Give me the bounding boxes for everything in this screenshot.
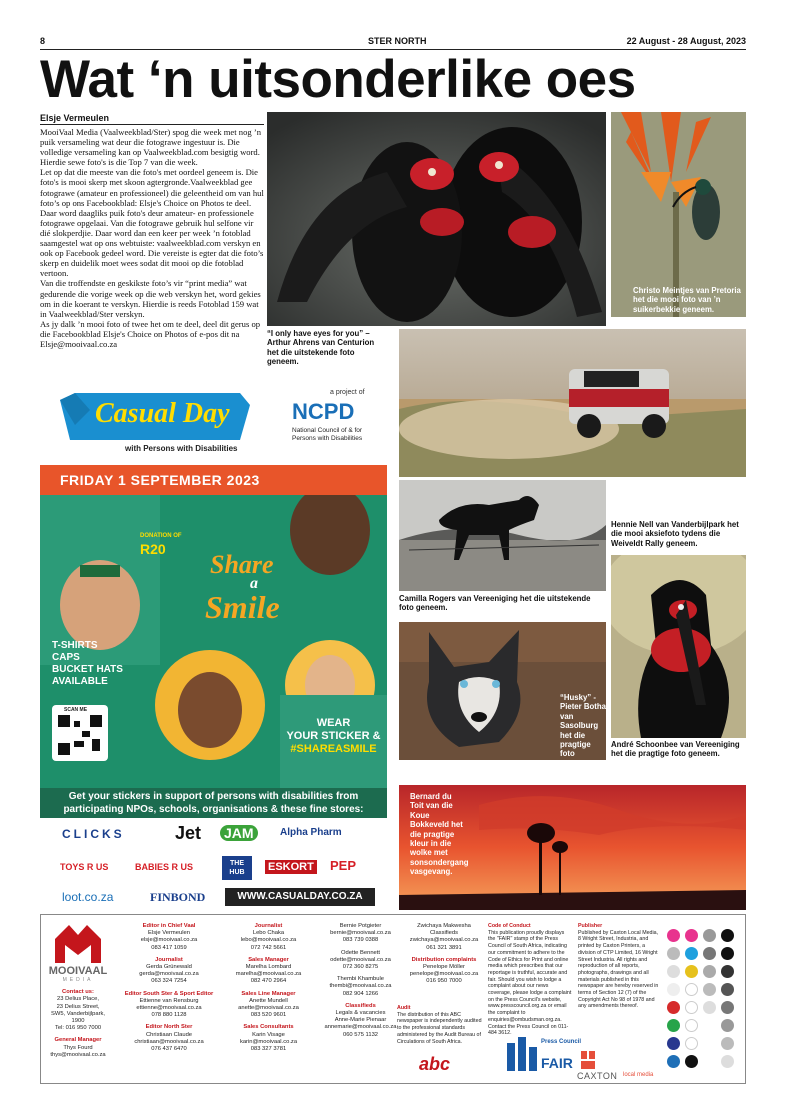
toysrus-logo: TOYS R US bbox=[60, 862, 109, 872]
staff-role: Sales Line Manager bbox=[241, 990, 296, 997]
share-text-2: a bbox=[250, 575, 258, 592]
publisher-role: Publisher bbox=[578, 923, 603, 929]
masthead-footer bbox=[40, 914, 746, 1084]
registration-dot bbox=[667, 1019, 680, 1032]
store-logos bbox=[40, 818, 387, 915]
staff-name: Gerda Grünewald bbox=[146, 964, 192, 971]
hornbill2-caption: André Schoonbee van Vereeniging het die pragtige foto geneem. bbox=[611, 740, 740, 759]
loot-logo: loot.co.za bbox=[62, 890, 114, 904]
staff-role: Journalist bbox=[155, 956, 183, 963]
registration-dot bbox=[667, 1037, 680, 1050]
staff-name: Zwichaya Makwesha bbox=[417, 923, 471, 929]
code-text: This publication proudly displays the "FAIR" stamp of the Press Council of South Africa, indicating our commitment to adhere to the Code of Ethics for Print and online media which prescribes that our reportage is truthful, accurate and fair. Should you wish to lodge a complaint about our news coverage, please lodge a complaint on the Press Council's website, www.presscouncil.org.za or email the complaint to enquiries@ombudsman.org.za. Contact the Press Council on 011-484 3612. bbox=[488, 929, 572, 1037]
staff-email[interactable]: ettienne@mooivaal.co.za bbox=[136, 1005, 202, 1012]
article-paragraph: Van die troffendste en geskikste foto’s vir “print media” wat gedurende die vorige week op die web verskyn het, word gekies om in die koerant te verskyn. Hierdie is reeds Fotoblad 159 wat in Vaalweekblad/Ster verskyn. bbox=[40, 278, 261, 319]
horse-caption: Camilla Rogers van Vereeniging het die uitstekende foto geneem. bbox=[399, 594, 591, 613]
donation-amount: R20 bbox=[140, 541, 166, 557]
registration-dot bbox=[685, 1019, 698, 1032]
page-number: 8 bbox=[40, 36, 46, 46]
pep-logo: PEP bbox=[330, 858, 357, 873]
staff-name: Bernie Potgieter bbox=[339, 923, 382, 929]
registration-dot bbox=[721, 947, 734, 960]
staff-dept: Classifieds bbox=[429, 930, 459, 937]
code-role: Code of Conduct bbox=[488, 923, 531, 929]
address-line: 1900 bbox=[71, 1018, 85, 1025]
merch-item: T-SHIRTS bbox=[52, 640, 98, 651]
hornbills-photo bbox=[267, 112, 606, 326]
donation-label: DONATION OF bbox=[140, 533, 182, 539]
registration-dot bbox=[721, 1037, 734, 1050]
registration-dot bbox=[685, 1001, 698, 1014]
jam-logo: JAM bbox=[220, 825, 258, 841]
staff-name: Ettienne van Rensburg bbox=[139, 997, 199, 1004]
audit-role: Audit bbox=[397, 1005, 411, 1011]
horse-photo bbox=[399, 480, 606, 591]
page-header bbox=[40, 36, 746, 48]
address-line: SW5, Vanderbijlpark, bbox=[50, 1010, 106, 1017]
qr-code[interactable] bbox=[52, 705, 108, 761]
wear-line: WEAR bbox=[316, 717, 351, 729]
registration-dot bbox=[703, 1001, 716, 1014]
article-paragraph: Let op dat die meeste van die foto's met oordeel geneem is. Die foto's is mooi skerp met skoon agtergronde.Vaalweekblad gee fotograwe (amateur en professioneel) die geleentheid om van hul foto’s op ons Facebookblad: Elsje's Choice on Photos te deel. Daar word daagliks puik foto's deur amateur- en professionele fotograwe opgelaai. Van die fotograwe gebruik hul selfone vir dié slokperdjie. Daar word dan een keer per week ’n fotoblad saamgestel wat op ons webtuiste: vaalweekblad.com verskyn en ook op Facebook gedeel word. Die vereiste is egter dat die foto’s skerp en duidelik moet wees sodat dit mooi op die fotoblad vertoon. bbox=[40, 167, 264, 279]
scan-label: SCAN ME bbox=[64, 707, 88, 713]
registration-dot bbox=[721, 929, 734, 942]
byline: Elsje Vermeulen bbox=[40, 113, 264, 125]
color-registration-dots bbox=[667, 929, 743, 1079]
casual-day-ad bbox=[40, 385, 387, 915]
registration-dot bbox=[721, 1055, 734, 1068]
eskort-logo: ESKORT bbox=[265, 860, 317, 874]
casual-day-brand: Casual Day bbox=[95, 398, 230, 429]
staff-name: Karin Visage bbox=[252, 1031, 285, 1038]
staff-tel: 060 575 1132 bbox=[342, 1031, 379, 1038]
staff-tel: 083 417 1059 bbox=[151, 944, 187, 951]
staff-email[interactable]: karin@mooivaal.co.za bbox=[239, 1038, 298, 1045]
abc-logo: abc bbox=[419, 1054, 451, 1074]
issue-date: 22 August - 28 August, 2023 bbox=[626, 36, 746, 46]
registration-dot bbox=[703, 947, 716, 960]
clicks-logo: CLICKS bbox=[62, 827, 125, 841]
staff-tel: 083 520 9601 bbox=[250, 1012, 287, 1019]
staff-name: Legals & vacancies bbox=[335, 1010, 386, 1017]
press-council-label: Press Council bbox=[541, 1039, 582, 1045]
staff-tel: 016 950 7000 bbox=[426, 978, 462, 985]
registration-dot bbox=[667, 947, 680, 960]
hornbills-caption: “I only have eyes for you” – Arthur Ahrens van Centurion het die uitstekende foto geneem. bbox=[267, 329, 375, 367]
gm-role: General Manager bbox=[54, 1037, 102, 1044]
share-text-1: Share bbox=[210, 550, 274, 579]
staff-role: Editor in Chief Vaal bbox=[142, 923, 196, 929]
footer-col-sales bbox=[221, 923, 316, 1053]
the-hub-logo: THE HUB bbox=[222, 856, 252, 880]
staff-email[interactable]: marelha@mooivaal.co.za bbox=[235, 971, 302, 978]
finbond-logo: FINBOND bbox=[150, 890, 206, 904]
registration-dot bbox=[685, 1037, 698, 1050]
contact-tel: Tel: 016 950 7000 bbox=[54, 1025, 102, 1032]
staff-email[interactable]: bernie@mooivaal.co.za bbox=[330, 930, 391, 937]
staff-email[interactable]: thembi@mooivaal.co.za bbox=[329, 983, 392, 990]
staff-role: Editor South Ster & Sport Editor bbox=[124, 990, 214, 997]
merch-list bbox=[52, 640, 123, 688]
alpha-pharm-logo: Alpha Pharm bbox=[280, 827, 342, 838]
ad-main-panel bbox=[40, 465, 387, 788]
ad-header bbox=[40, 385, 387, 465]
merch-item: CAPS bbox=[52, 652, 80, 663]
staff-tel: 063 324 7254 bbox=[151, 978, 187, 985]
staff-name: Anette Mundell bbox=[249, 997, 288, 1004]
staff-name: Lebo Chaka bbox=[252, 930, 285, 937]
staff-tel: 082 904 1266 bbox=[342, 990, 379, 997]
staff-role: Distribution complaints bbox=[411, 956, 477, 963]
ad-support-text: Get your stickers in support of persons with disabilities from participating NPOs, schools, organisations & these fine stores: bbox=[40, 788, 387, 818]
registration-dot bbox=[667, 1001, 680, 1014]
registration-dot bbox=[721, 965, 734, 978]
staff-name: Elsje Vermeulen bbox=[148, 930, 190, 937]
staff-email[interactable]: odette@mooivaal.co.za bbox=[330, 956, 391, 963]
article-body bbox=[40, 127, 264, 349]
registration-dot bbox=[685, 929, 698, 942]
caxton-sub: local media bbox=[623, 1072, 654, 1078]
hornbill2-photo bbox=[611, 555, 746, 738]
mooivaal-logo-icon bbox=[55, 925, 101, 963]
staff-tel: 083 327 3781 bbox=[250, 1046, 287, 1053]
mooivaal-brand-sub: MEDIA bbox=[62, 977, 94, 983]
babiesrus-logo: BABIES R US bbox=[135, 862, 194, 872]
wear-line: YOUR STICKER & bbox=[286, 730, 381, 742]
staff-email[interactable]: anette@mooivaal.co.za bbox=[238, 1005, 299, 1012]
merch-item: BUCKET HATS bbox=[52, 664, 123, 675]
staff-email[interactable]: lebo@mooivaal.co.za bbox=[240, 937, 297, 944]
staff-email[interactable]: gerda@mooivaal.co.za bbox=[139, 971, 199, 978]
share-text-3: Smile bbox=[205, 589, 280, 625]
staff-name: Odette Bennett bbox=[341, 949, 380, 956]
footer-col-editors bbox=[119, 923, 219, 1053]
page-headline: Wat ‘n uitsonderlike oes bbox=[40, 50, 636, 109]
registration-dot bbox=[703, 965, 716, 978]
staff-role: Journalist bbox=[254, 923, 283, 929]
wear-hashtag: #SHAREASMILE bbox=[290, 743, 377, 755]
staff-role: Editor North Ster bbox=[145, 1024, 193, 1031]
staff-email[interactable]: zwichaya@mooivaal.co.za bbox=[409, 937, 479, 944]
project-of-label: a project of bbox=[330, 389, 365, 396]
registration-dot bbox=[667, 983, 680, 996]
staff-role: Sales Manager bbox=[248, 956, 289, 963]
staff-tel: 078 880 1128 bbox=[151, 1012, 187, 1019]
website-banner[interactable]: WWW.CASUALDAY.CO.ZA bbox=[225, 888, 375, 906]
footer-code-of-conduct bbox=[488, 923, 573, 1037]
staff-tel: 072 360 8275 bbox=[342, 964, 379, 971]
registration-dot bbox=[685, 965, 698, 978]
article-paragraph: As jy dalk ’n mooi foto of twee het om te deel, deel dit gerus op die Facebookblad Elsje's Choice on Photos of e-pos dit na Elsje@mooivaal.co.za bbox=[40, 318, 261, 349]
registration-dot bbox=[721, 1019, 734, 1032]
press-council-icon bbox=[507, 1037, 537, 1071]
footer-audit bbox=[397, 1005, 485, 1045]
publisher-text: Published by Caxton Local Media, 8 Wright Street, Industria, and printed by Caxton Printers, a division of CTP Limited, 16 Wright Street Industria. All rights and reproduction of all reports, photographs, drawings and all materials published in this newspaper are hereby reserved in terms of Section 12 (7) of the Copyright Act No 98 of 1978 and any amendments thereof. bbox=[578, 929, 659, 1010]
husky-caption: “Husky” - Pieter Botha van Sasolburg het die pragtige foto geneem. bbox=[560, 693, 606, 768]
publication-name: STER NORTH bbox=[368, 36, 427, 46]
contact-label: Contact us: bbox=[62, 989, 94, 996]
registration-dot bbox=[667, 929, 680, 942]
staff-name: Marelha Lombard bbox=[245, 964, 292, 971]
staff-email[interactable]: christiaan@mooivaal.co.za bbox=[134, 1038, 204, 1045]
mooivaal-brand: MOOIVAAL bbox=[48, 965, 108, 977]
article-paragraph: MooiVaal Media (Vaalweekblad/Ster) spog die week met nog ’n puik versameling wat deur die fotograwe ingestuur is. Die volledige versameling kan op Vaalweekblad.com besigtig word. Hierdie sewe foto's is die Top 7 van die week. bbox=[40, 127, 261, 168]
ncpd-logo: NCPD bbox=[292, 399, 355, 424]
sunset-caption: Bernard du Toit van die Koue Bokkeveld het die pragtige kleur in die wolke met sonsondergang vasgevang. bbox=[410, 792, 469, 877]
fair-logo: FAIR bbox=[541, 1055, 573, 1071]
caxton-logo: CAXTON bbox=[577, 1071, 618, 1081]
gm-name: Thys Fourd bbox=[63, 1044, 93, 1051]
wear-text bbox=[280, 717, 387, 756]
registration-dot bbox=[721, 1001, 734, 1014]
ncpd-sub: National Council of & for Persons with Disabilities bbox=[292, 427, 363, 442]
rally-photo bbox=[399, 329, 746, 477]
registration-dot bbox=[667, 1055, 680, 1068]
staff-name: Christiaan Claude bbox=[145, 1031, 193, 1038]
jet-logo: Jet bbox=[175, 823, 202, 843]
staff-role: Classifieds bbox=[345, 1002, 376, 1009]
registration-dot bbox=[667, 965, 680, 978]
registration-dot bbox=[703, 983, 716, 996]
staff-email[interactable]: penelope@mooivaal.co.za bbox=[409, 971, 479, 978]
footer-col-classifieds bbox=[399, 923, 489, 986]
staff-role: Sales Consultants bbox=[243, 1024, 294, 1031]
staff-name: Anne-Marie Pienaar bbox=[334, 1017, 387, 1024]
footer-col-sales2 bbox=[313, 923, 408, 1039]
caxton-icon bbox=[581, 1051, 595, 1069]
staff-tel: 072 742 5661 bbox=[250, 944, 287, 951]
rally-caption: Hennie Nell van Vanderbijlpark het die mooi aksiefoto tydens die Weiveldt Rally geneem. bbox=[611, 520, 739, 548]
footer-publisher bbox=[578, 923, 662, 1010]
staff-tel: 076 437 6470 bbox=[151, 1046, 187, 1053]
staff-tel: 061 321 3891 bbox=[426, 944, 462, 951]
footer-brand bbox=[41, 965, 115, 1059]
gm-email[interactable]: thys@mooivaal.co.za bbox=[50, 1051, 106, 1058]
registration-dot bbox=[721, 983, 734, 996]
registration-dot bbox=[685, 1055, 698, 1068]
registration-dot bbox=[685, 983, 698, 996]
merch-item: AVAILABLE bbox=[52, 676, 108, 687]
audit-text: The distribution of this ABC newspaper is independently audited to the professional standards administered by the Audit Bureau of Circulations of South Africa. bbox=[397, 1011, 482, 1045]
sunbird-caption: Christo Meintjes van Pretoria het die mooi foto van ’n suikerbekkie geneem. bbox=[633, 286, 741, 314]
staff-email[interactable]: elsje@mooivaal.co.za bbox=[140, 937, 198, 944]
address-line: 23 Delius Street, bbox=[56, 1003, 100, 1010]
address-line: 23 Delius Place, bbox=[57, 996, 99, 1003]
qr-pattern-icon bbox=[58, 715, 102, 755]
registration-dot bbox=[685, 947, 698, 960]
casual-day-brand-sub: with Persons with Disabilities bbox=[125, 444, 238, 453]
ad-date-band bbox=[40, 465, 387, 495]
staff-name: Thembi Khambule bbox=[336, 976, 385, 983]
staff-email[interactable]: annemarie@mooivaal.co.za bbox=[324, 1024, 397, 1031]
staff-tel: 083 739 0388 bbox=[342, 937, 379, 944]
staff-name: Penelope Möller bbox=[423, 964, 465, 971]
registration-dot bbox=[703, 929, 716, 942]
ad-date: FRIDAY 1 SEPTEMBER 2023 bbox=[60, 472, 260, 488]
staff-tel: 082 470 2964 bbox=[250, 978, 287, 985]
